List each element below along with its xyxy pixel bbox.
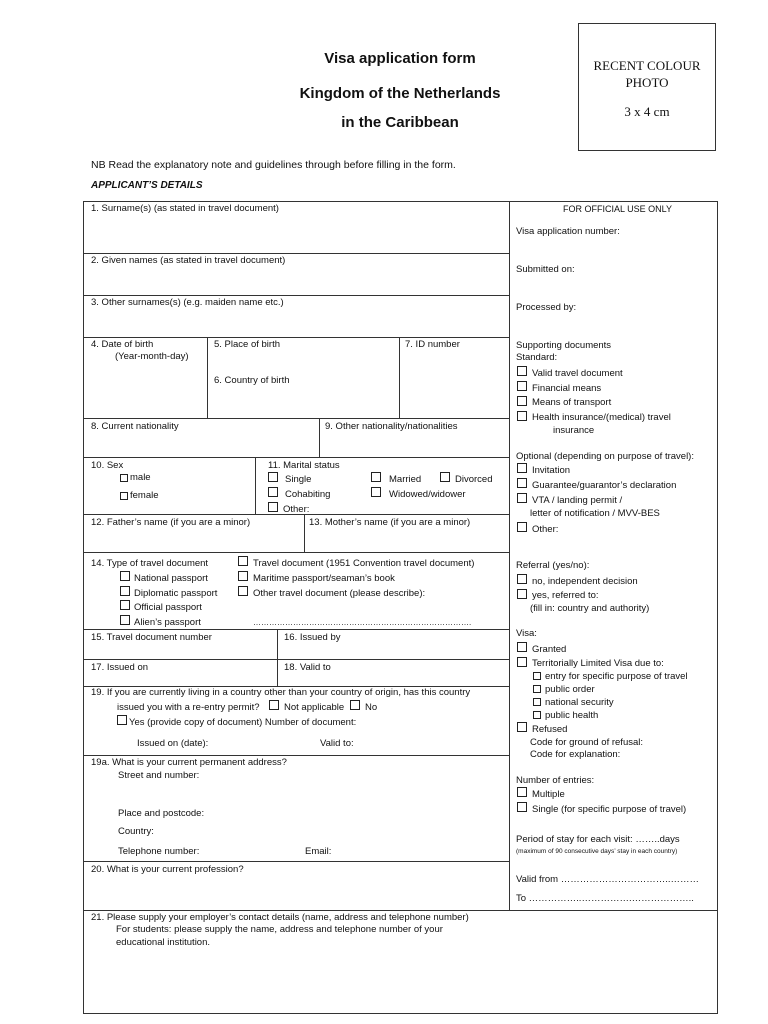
reentry-yes-checkbox[interactable] [117, 715, 127, 725]
td-maritime-label: Maritime passport/seaman’s book [253, 573, 395, 584]
address-question: 19a. What is your current permanent address? [91, 757, 287, 768]
td-alien-label: Alien’s passport [134, 617, 201, 628]
date-of-birth-field[interactable]: 4. Date of birth [91, 339, 154, 350]
doc-vta-label-2: letter of notification / MVV-BES [530, 508, 660, 519]
visa-refused-label: Refused [532, 724, 568, 735]
visa-granted-label: Granted [532, 644, 567, 655]
email-field[interactable]: Email: [305, 846, 332, 857]
sex-male-checkbox[interactable] [120, 474, 128, 482]
tlv-public-health-label: public health [545, 710, 599, 721]
td-diplomatic-label: Diplomatic passport [134, 588, 218, 599]
current-nationality-field[interactable]: 8. Current nationality [91, 421, 179, 432]
doc-guarantee-label: Guarantee/guarantor’s declaration [532, 480, 677, 491]
travel-doc-number-field[interactable]: 15. Travel document number [91, 632, 212, 643]
photo-box[interactable] [578, 23, 716, 151]
td-alien-checkbox[interactable] [120, 615, 130, 625]
marital-widowed-checkbox[interactable] [371, 487, 381, 497]
doc-guarantee-checkbox[interactable] [517, 478, 527, 488]
doc-valid-td-label: Valid travel document [532, 368, 623, 379]
marital-single-label: Single [285, 474, 312, 485]
employer-details-institution: educational institution. [116, 937, 211, 948]
visa-tlv-checkbox[interactable] [517, 657, 527, 667]
refusal-explanation-code: Code for explanation: [530, 749, 621, 760]
period-of-stay-note: (maximum of 90 consecutive days’ stay in each country) [516, 848, 678, 855]
tlv-purpose-label: entry for specific purpose of travel [545, 671, 688, 682]
reentry-na-checkbox[interactable] [269, 700, 279, 710]
date-of-birth-format: (Year-month-day) [115, 351, 189, 362]
marital-other-checkbox[interactable] [268, 502, 278, 512]
reentry-no-checkbox[interactable] [350, 700, 360, 710]
section-heading: APPLICANT’S DETAILS [91, 180, 203, 191]
marital-married-label: Married [389, 474, 422, 485]
country-field[interactable]: Country: [118, 826, 154, 837]
entries-heading: Number of entries: [516, 775, 595, 786]
visa-refused-checkbox[interactable] [517, 722, 527, 732]
doc-health-label: Health insurance/(medical) travel [532, 412, 671, 423]
marital-single-checkbox[interactable] [268, 472, 278, 482]
doc-vta-label: VTA / landing permit / [532, 495, 623, 506]
fathers-name-field[interactable]: 12. Father’s name (if you are a minor) [91, 517, 251, 528]
td-national-checkbox[interactable] [120, 571, 130, 581]
td-other-label: Other travel document (please describe): [253, 588, 426, 599]
visa-tlv-label: Territorially Limited Visa due to: [532, 658, 664, 669]
issued-on-field[interactable]: 17. Issued on [91, 662, 149, 673]
tlv-public-health-checkbox[interactable] [533, 711, 541, 719]
td-other-checkbox[interactable] [238, 586, 248, 596]
referral-heading: Referral (yes/no): [516, 560, 590, 571]
official-use-heading: FOR OFFICIAL USE ONLY [563, 204, 673, 214]
marital-divorced-checkbox[interactable] [440, 472, 450, 482]
doc-health-checkbox[interactable] [517, 411, 527, 421]
mothers-name-field[interactable]: 13. Mother’s name (if you are a minor) [309, 517, 471, 528]
other-surnames-field[interactable]: 3. Other surnames(s) (e.g. maiden name etc.) [91, 297, 284, 308]
standard-label: Standard: [516, 352, 558, 363]
travel-doc-type-label: 14. Type of travel document [91, 558, 209, 569]
doc-invitation-checkbox[interactable] [517, 463, 527, 473]
country-of-birth-field[interactable]: 6. Country of birth [214, 375, 290, 386]
telephone-field[interactable]: Telephone number: [118, 846, 200, 857]
reentry-question-2: issued you with a re-entry permit? [117, 702, 260, 713]
form-subtitle-kingdom: Kingdom of the Netherlands [299, 85, 501, 102]
referral-yes-checkbox[interactable] [517, 589, 527, 599]
valid-from: Valid from ……………………………..……… [516, 874, 699, 885]
reentry-no-label: No [365, 702, 378, 713]
supporting-docs-heading: Supporting documents [516, 340, 612, 351]
referral-no-checkbox[interactable] [517, 574, 527, 584]
referral-yes-label: yes, referred to: [532, 590, 599, 601]
doc-other-checkbox[interactable] [517, 522, 527, 532]
doc-other-label: Other: [532, 524, 559, 535]
tlv-public-order-label: public order [545, 684, 595, 695]
td-diplomatic-checkbox[interactable] [120, 586, 130, 596]
entries-multiple-label: Multiple [532, 789, 565, 800]
td-official-label: Official passport [134, 602, 202, 613]
issued-by-field[interactable]: 16. Issued by [284, 632, 341, 643]
doc-invitation-label: Invitation [532, 465, 571, 476]
tlv-purpose-checkbox[interactable] [533, 672, 541, 680]
place-postcode-field[interactable]: Place and postcode: [118, 808, 205, 819]
marital-status-label: 11. Marital status [268, 460, 340, 471]
sex-male-label: male [130, 472, 151, 483]
marital-married-checkbox[interactable] [371, 472, 381, 482]
reentry-valid-to[interactable]: Valid to: [320, 738, 354, 749]
submitted-on: Submitted on: [516, 264, 575, 275]
referral-fill-note: (fill in: country and authority) [530, 603, 650, 614]
profession-field[interactable]: 20. What is your current profession? [91, 864, 244, 875]
visa-heading: Visa: [516, 628, 537, 639]
other-nationality-field[interactable]: 9. Other nationality/nationalities [325, 421, 458, 432]
entries-multiple-checkbox[interactable] [517, 787, 527, 797]
doc-vta-checkbox[interactable] [517, 493, 527, 503]
marital-cohabiting-label: Cohabiting [285, 489, 331, 500]
tlv-public-order-checkbox[interactable] [533, 685, 541, 693]
form-subtitle-caribbean: in the Caribbean [341, 114, 459, 131]
employer-details-field[interactable]: 21. Please supply your employer’s contact details (name, address and telephone number) [91, 912, 469, 923]
optional-heading: Optional (depending on purpose of travel): [516, 451, 694, 462]
reentry-question: 19. If you are currently living in a country other than your country of origin, has this country [91, 687, 471, 698]
marital-divorced-label: Divorced [455, 474, 493, 485]
form-title: Visa application form [324, 50, 476, 67]
reentry-issued-on[interactable]: Issued on (date): [137, 738, 209, 749]
td-1951-checkbox[interactable] [238, 556, 248, 566]
td-1951-label: Travel document (1951 Convention travel document) [253, 558, 475, 569]
entries-single-label: Single (for specific purpose of travel) [532, 804, 687, 815]
marital-cohabiting-checkbox[interactable] [268, 487, 278, 497]
td-official-checkbox[interactable] [120, 600, 130, 610]
visa-application-number: Visa application number: [516, 226, 620, 237]
tlv-national-security-checkbox[interactable] [533, 698, 541, 706]
tlv-national-security-label: national security [545, 697, 614, 708]
valid-to-field[interactable]: 18. Valid to [284, 662, 331, 673]
marital-other-label: Other: [283, 504, 310, 515]
td-national-label: National passport [134, 573, 208, 584]
place-of-birth-field[interactable]: 5. Place of birth [214, 339, 281, 350]
street-number-field[interactable]: Street and number: [118, 770, 200, 781]
sex-female-label: female [130, 490, 159, 501]
doc-health-label-2: insurance [553, 425, 595, 436]
id-number-field[interactable]: 7. ID number [405, 339, 460, 350]
doc-financial-checkbox[interactable] [517, 381, 527, 391]
td-maritime-checkbox[interactable] [238, 571, 248, 581]
photo-size: 3 x 4 cm [624, 104, 670, 119]
doc-transport-checkbox[interactable] [517, 396, 527, 406]
given-names-field[interactable]: 2. Given names (as stated in travel document) [91, 255, 286, 266]
instructions-note: NB Read the explanatory note and guidelines through before filling in the form. [91, 159, 456, 171]
reentry-na-label: Not applicable [284, 702, 345, 713]
valid-to-official: To ……………..…………….……………….. [516, 893, 694, 904]
surname-field[interactable]: 1. Surname(s) (as stated in travel document) [91, 203, 279, 214]
marital-widowed-label: Widowed/widower [389, 489, 466, 500]
sex-female-checkbox[interactable] [120, 492, 128, 500]
photo-label-1: RECENT COLOUR [593, 58, 701, 73]
entries-single-checkbox[interactable] [517, 802, 527, 812]
processed-by: Processed by: [516, 302, 577, 313]
referral-no-label: no, independent decision [532, 576, 638, 587]
td-other-description-line[interactable]: ………………………………………………………………………. [253, 618, 472, 627]
sex-label: 10. Sex [91, 460, 124, 471]
employer-details-students: For students: please supply the name, address and telephone number of your [116, 924, 443, 935]
doc-financial-label: Financial means [532, 383, 602, 394]
doc-valid-td-checkbox[interactable] [517, 366, 527, 376]
photo-label-2: PHOTO [625, 75, 669, 90]
visa-granted-checkbox[interactable] [517, 642, 527, 652]
reentry-yes-label: Yes (provide copy of document) Number of document: [129, 717, 357, 728]
doc-transport-label: Means of transport [532, 397, 612, 408]
refusal-ground-code: Code for ground of refusal: [530, 737, 644, 748]
period-of-stay: Period of stay for each visit: ……..days [516, 834, 680, 845]
